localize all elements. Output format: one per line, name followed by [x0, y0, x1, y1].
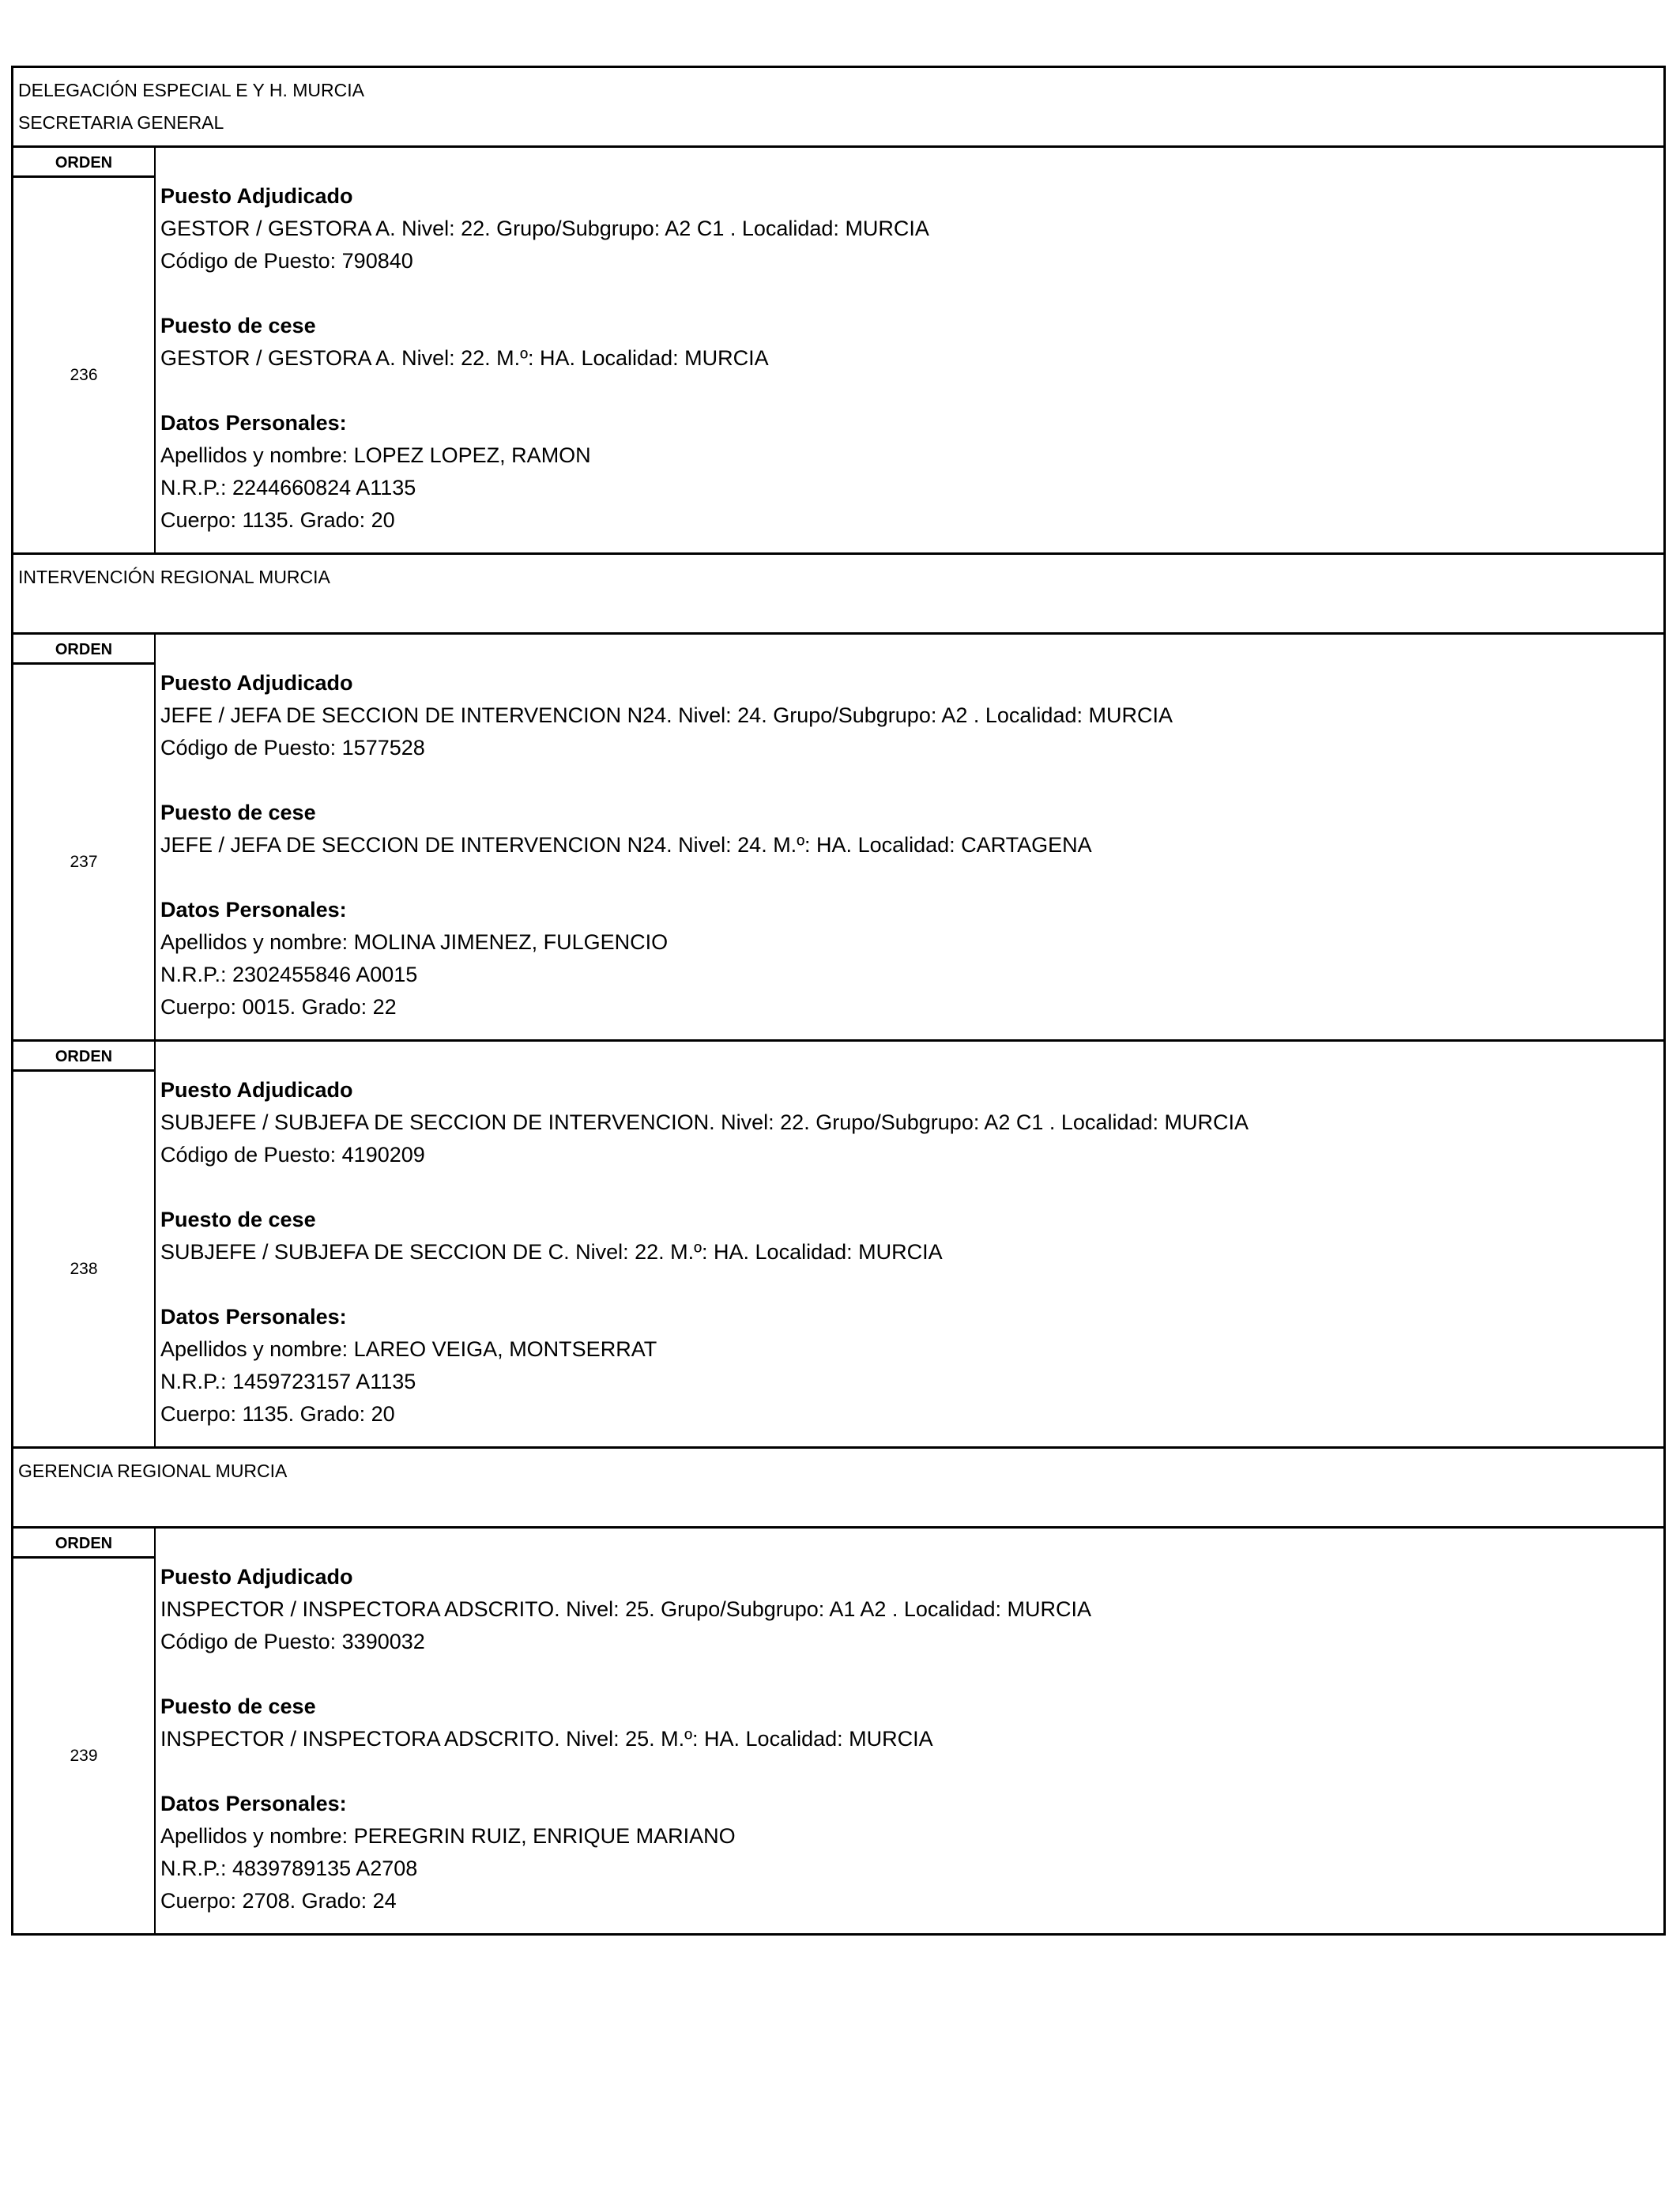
nombre-value: Apellidos y nombre: LAREO VEIGA, MONTSERRAT [160, 1337, 657, 1361]
datos-label: Datos Personales: [160, 1792, 347, 1815]
adjudicado-value: INSPECTOR / INSPECTORA ADSCRITO. Nivel: 25. Grupo/Subgrupo: A1 A2 . Localidad: MURCIA [160, 1597, 1091, 1621]
record-238 [13, 1042, 1663, 1449]
orden-number: 237 [70, 853, 98, 871]
nrp-value: N.R.P.: 4839789135 A2708 [160, 1857, 418, 1880]
adjudicado-label: Puesto Adjudicado [160, 1565, 353, 1589]
adjudicado-label: Puesto Adjudicado [160, 184, 353, 208]
nombre-value: Apellidos y nombre: PEREGRIN RUIZ, ENRIQUE MARIANO [160, 1824, 736, 1848]
datos-label: Datos Personales: [160, 1305, 347, 1329]
orden-number: 236 [70, 366, 98, 384]
cese-label: Puesto de cese [160, 1208, 316, 1231]
cese-label: Puesto de cese [160, 314, 316, 337]
orden-label: ORDEN [13, 148, 154, 178]
cese-label: Puesto de cese [160, 801, 316, 824]
codigo-puesto: Código de Puesto: 4190209 [160, 1143, 425, 1167]
section-title: DELEGACIÓN ESPECIAL E Y H. MURCIA [18, 80, 364, 100]
orden-column [13, 1042, 156, 1446]
orden-label: ORDEN [13, 1529, 154, 1559]
orden-label: ORDEN [13, 1042, 154, 1072]
codigo-puesto: Código de Puesto: 3390032 [160, 1630, 425, 1653]
section-header [13, 68, 1663, 148]
cese-label: Puesto de cese [160, 1695, 316, 1718]
cuerpo-value: Cuerpo: 1135. Grado: 20 [160, 508, 395, 532]
nombre-value: Apellidos y nombre: LOPEZ LOPEZ, RAMON [160, 443, 591, 467]
adjudicado-label: Puesto Adjudicado [160, 671, 353, 695]
cese-value: SUBJEFE / SUBJEFA DE SECCION DE C. Nivel: 22. M.º: HA. Localidad: MURCIA [160, 1240, 943, 1264]
record-details [156, 1042, 1663, 1446]
section-header [13, 1449, 1663, 1529]
cese-value: GESTOR / GESTORA A. Nivel: 22. M.º: HA. Localidad: MURCIA [160, 346, 769, 370]
codigo-puesto: Código de Puesto: 790840 [160, 249, 413, 273]
nrp-value: N.R.P.: 1459723157 A1135 [160, 1370, 416, 1393]
cuerpo-value: Cuerpo: 1135. Grado: 20 [160, 1402, 395, 1426]
adjudicado-value: JEFE / JEFA DE SECCION DE INTERVENCION N24. Nivel: 24. Grupo/Subgrupo: A2 . Localidad: MURCIA [160, 703, 1173, 727]
section-title: GERENCIA REGIONAL MURCIA [18, 1461, 288, 1481]
record-239 [13, 1529, 1663, 1936]
orden-column [13, 1529, 156, 1933]
record-237 [13, 635, 1663, 1042]
cuerpo-value: Cuerpo: 2708. Grado: 24 [160, 1889, 397, 1913]
record-236 [13, 148, 1663, 555]
orden-column [13, 635, 156, 1039]
orden-number: 238 [70, 1260, 98, 1278]
adjudicado-value: SUBJEFE / SUBJEFA DE SECCION DE INTERVENCION. Nivel: 22. Grupo/Subgrupo: A2 C1 . Localidad: MURCIA [160, 1110, 1249, 1134]
nrp-value: N.R.P.: 2302455846 A0015 [160, 963, 418, 986]
orden-column [13, 148, 156, 552]
codigo-puesto: Código de Puesto: 1577528 [160, 736, 425, 760]
record-details [156, 1529, 1663, 1933]
nrp-value: N.R.P.: 2244660824 A1135 [160, 476, 416, 499]
record-details [156, 635, 1663, 1039]
orden-number: 239 [70, 1747, 98, 1765]
section-header [13, 555, 1663, 635]
record-details [156, 148, 1663, 552]
adjudicado-label: Puesto Adjudicado [160, 1078, 353, 1102]
nombre-value: Apellidos y nombre: MOLINA JIMENEZ, FULGENCIO [160, 930, 669, 954]
section-subtitle: SECRETARIA GENERAL [18, 112, 224, 133]
orden-label: ORDEN [13, 635, 154, 665]
datos-label: Datos Personales: [160, 411, 347, 435]
section-title: INTERVENCIÓN REGIONAL MURCIA [18, 567, 330, 587]
adjudicado-value: GESTOR / GESTORA A. Nivel: 22. Grupo/Subgrupo: A2 C1 . Localidad: MURCIA [160, 217, 929, 240]
cese-value: JEFE / JEFA DE SECCION DE INTERVENCION N24. Nivel: 24. M.º: HA. Localidad: CARTAGENA [160, 833, 1092, 857]
document-table [11, 66, 1666, 1936]
cuerpo-value: Cuerpo: 0015. Grado: 22 [160, 995, 397, 1019]
datos-label: Datos Personales: [160, 898, 347, 922]
cese-value: INSPECTOR / INSPECTORA ADSCRITO. Nivel: 25. M.º: HA. Localidad: MURCIA [160, 1727, 933, 1751]
